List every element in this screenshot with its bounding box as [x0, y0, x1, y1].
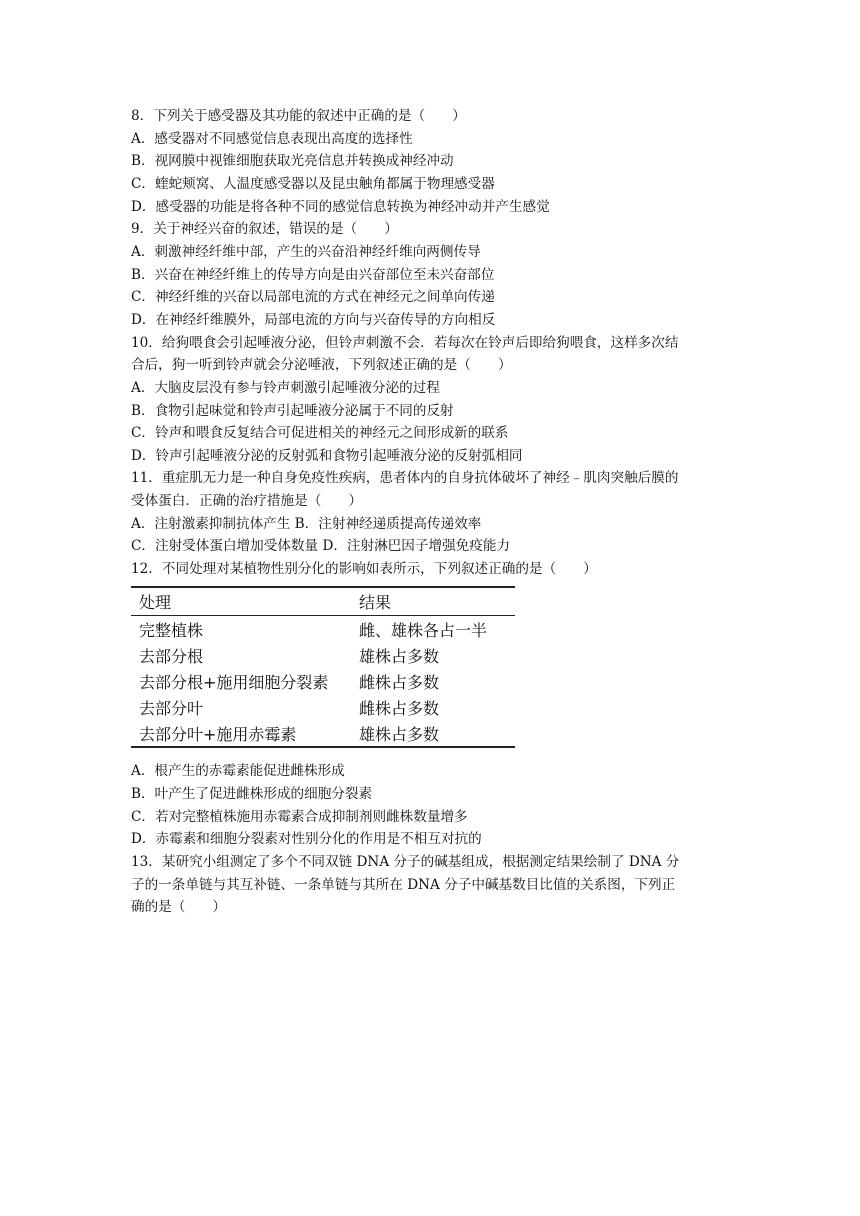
table-cell-result: 雌株占多数 — [359, 698, 440, 718]
q10-option-d: D．铃声引起唾液分泌的反射弧和食物引起唾液分泌的反射弧相同 — [131, 448, 523, 464]
table-cell-treatment: 去部分根 — [139, 646, 204, 666]
q12-option-b: B．叶产生了促进雌株形成的细胞分裂素 — [131, 786, 373, 802]
q12-option-c: C．若对完整植株施用赤霉素合成抑制剂则雌株数量增多 — [131, 809, 468, 825]
q8-option-a: A．感受器对不同感觉信息表现出高度的选择性 — [131, 131, 413, 147]
question-10-stem-line-2: 合后，狗一听到铃声就会分泌唾液，下列叙述正确的是（ ） — [131, 357, 512, 373]
table-cell-result: 雌、雄株各占一半 — [359, 620, 488, 640]
q9-option-a: A．刺激神经纤维中部，产生的兴奋沿神经纤维向两侧传导 — [131, 244, 481, 260]
table-header-result: 结果 — [351, 587, 515, 616]
q10-option-b: B．食物引起味觉和铃声引起唾液分泌属于不同的反射 — [131, 403, 454, 419]
table-cell-result: 雄株占多数 — [351, 720, 515, 747]
table-cell-treatment: 去部分叶+施用赤霉素 — [131, 720, 351, 747]
q9-option-d: D．在神经纤维膜外，局部电流的方向与兴奋传导的方向相反 — [131, 312, 496, 328]
question-9-stem: 9．关于神经兴奋的叙述，错误的是（ ） — [131, 221, 398, 237]
table-cell-treatment: 去部分根+施用细胞分裂素 — [139, 672, 329, 692]
table-cell-treatment: 完整植株 — [139, 620, 204, 640]
question-13-stem-line-3: 确的是（ ） — [131, 899, 227, 915]
q10-option-c: C．铃声和喂食反复结合可促进相关的神经元之间形成新的联系 — [131, 425, 509, 441]
q12-option-d: D．赤霉素和细胞分裂素对性别分化的作用是不相互对抗的 — [131, 831, 482, 847]
question-11-stem-line-2: 受体蛋白．正确的治疗措施是（ ） — [131, 493, 363, 509]
table-header-treatment: 处理 — [131, 587, 351, 616]
table-row — [131, 720, 515, 747]
q12-option-a: A．根产生的赤霉素能促进雌株形成 — [131, 763, 345, 779]
q8-option-d: D．感受器的功能是将各种不同的感觉信息转换为神经冲动并产生感觉 — [131, 199, 550, 215]
q10-option-a: A．大脑皮层没有参与铃声刺激引起唾液分泌的过程 — [131, 380, 440, 396]
question-13-stem-line-1: 13．某研究小组测定了多个不同双链 DNA 分子的碱基组成，根据测定结果绘制了 DNA 分 — [131, 854, 680, 870]
q11-options-ab: A．注射激素抑制抗体产生 B．注射神经递质提高传递效率 — [131, 516, 482, 532]
q8-option-b: B．视网膜中视锥细胞获取光亮信息并转换成神经冲动 — [131, 153, 454, 169]
table-row — [131, 616, 515, 643]
q11-options-cd: C．注射受体蛋白增加受体数量 D．注射淋巴因子增强免疫能力 — [131, 538, 511, 554]
table-row — [131, 668, 515, 694]
table-cell-treatment: 去部分叶 — [139, 698, 204, 718]
table-row — [131, 642, 515, 668]
question-13-stem-line-2: 子的一条单链与其互补链、一条单链与其所在 DNA 分子中碱基数目比值的关系图，下列正 — [131, 877, 676, 893]
treatment-results-table — [131, 586, 515, 748]
question-11-stem-line-1: 11．重症肌无力是一种自身免疫性疾病，患者体内的自身抗体破坏了神经﹣肌肉突触后膜的 — [131, 470, 679, 486]
q8-option-c: C．蝰蛇颊窝、人温度感受器以及昆虫触角都属于物理感受器 — [131, 176, 495, 192]
question-10-stem-line-1: 10．给狗喂食会引起唾液分泌，但铃声刺激不会．若每次在铃声后即给狗喂食，这样多次结 — [131, 335, 679, 351]
q9-option-c: C．神经纤维的兴奋以局部电流的方式在神经元之间单向传递 — [131, 289, 495, 305]
q9-option-b: B．兴奋在神经纤维上的传导方向是由兴奋部位至未兴奋部位 — [131, 267, 495, 283]
table-cell-result: 雌株占多数 — [359, 672, 440, 692]
table-header-row — [131, 587, 515, 616]
question-8-stem: 8．下列关于感受器及其功能的叙述中正确的是（ ） — [131, 108, 466, 124]
table-row — [131, 694, 515, 720]
question-12-stem: 12．不同处理对某植物性别分化的影响如表所示，下列叙述正确的是（ ） — [131, 561, 597, 577]
table-cell-result: 雄株占多数 — [359, 646, 440, 666]
